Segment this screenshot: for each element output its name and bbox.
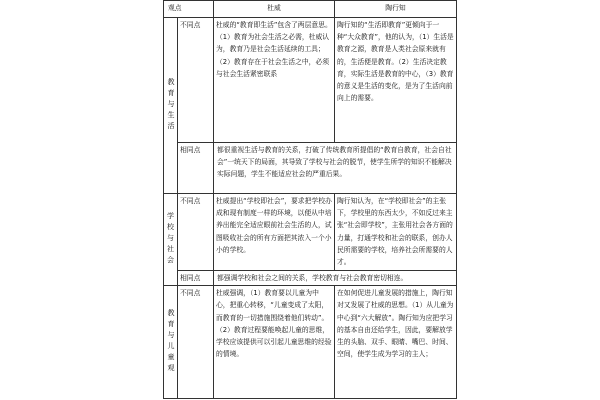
diff-label: 不同点 xyxy=(178,18,214,143)
comparison-table xyxy=(163,0,457,399)
dewey-cell: 杜威提出“学校即社会”，要求把学校办成和现有制度一样的环境，以便从中培养出能完全适应眼前社会生活的人，试图吸收社会的所有方面把其浓入一个小小的学校。 xyxy=(214,194,335,271)
table-row xyxy=(164,286,457,399)
same-label: 相同点 xyxy=(178,143,214,194)
tao-cell: 陶行知的“生活即教育”更倾向于一种“大众教育”，他的认为，（1）生活是教育之源，教育是人类社会原来就有的，生活便是教育。（2）生活决定教育，实际生活是教育的中心，（3）教育的意义是生活的变化，是为了生活向前向上的需要。 xyxy=(335,18,457,143)
dewey-cell: 杜威的“教育即生活”包含了两层意思。（1）教育为社会生活之必需，杜威认为，教育乃是社会生活延续的工具；（2）教育存在于社会生活之中，必须与社会生活紧密联系 xyxy=(214,18,335,143)
document-page xyxy=(163,0,456,400)
table-row xyxy=(164,18,457,143)
view-education-life: 教育与生活 xyxy=(164,18,178,194)
tao-cell: 在如何促进儿童发展的措施上，陶行知对又发展了杜威的思想。（1）从儿童为中心到“六大解放”。陶行知为应把学习的基本自由还给学生，因此，要解放学生的头脑、双手、眼睛、嘴巴、时间、空间，使学生成为学习的主人； xyxy=(335,286,457,399)
same-cell: 都很重视生活与教育的关系，打破了传统教育所提倡的“教育自教育，社会自社会”一统天下的局面，其导致了学校与社会的脱节，使学生所学的知识不能解决实际问题，学生不能适应社会的严重后果。 xyxy=(214,143,457,194)
header-dewey: 杜威 xyxy=(214,1,335,18)
dewey-cell: 杜威强调，（1）教育要以儿童为中心，把重心转移，“儿童变成了太阳，而教育的一切措施围绕着他们转动”。（2）教育过程要能唤起儿童的思维，学校应该提供可以引起儿童思维的经验的情境。 xyxy=(214,286,335,399)
same-cell: 都强调学校和社会之间的关系，学校教育与社会教育密切相连。 xyxy=(214,271,457,286)
header-view: 观点 xyxy=(164,1,214,18)
header-row xyxy=(164,1,457,18)
header-tao: 陶行知 xyxy=(335,1,457,18)
diff-label: 不同点 xyxy=(178,286,214,399)
table-row xyxy=(164,271,457,286)
view-school-society: 学校与社会 xyxy=(164,194,178,286)
table-row xyxy=(164,194,457,271)
tao-cell: 陶行知认为，在“学校即社会”的主张下，学校里的东西太少，不如反过来主张“社会即学校”，主张用社会各方面的力量，打通学校和社会的联系，创办人民所需要的学校，培养社会所需要的人才。 xyxy=(335,194,457,271)
same-label: 相同点 xyxy=(178,271,214,286)
view-education-child: 教育与儿童观 xyxy=(164,286,178,399)
table-row xyxy=(164,143,457,194)
diff-label: 不同点 xyxy=(178,194,214,271)
